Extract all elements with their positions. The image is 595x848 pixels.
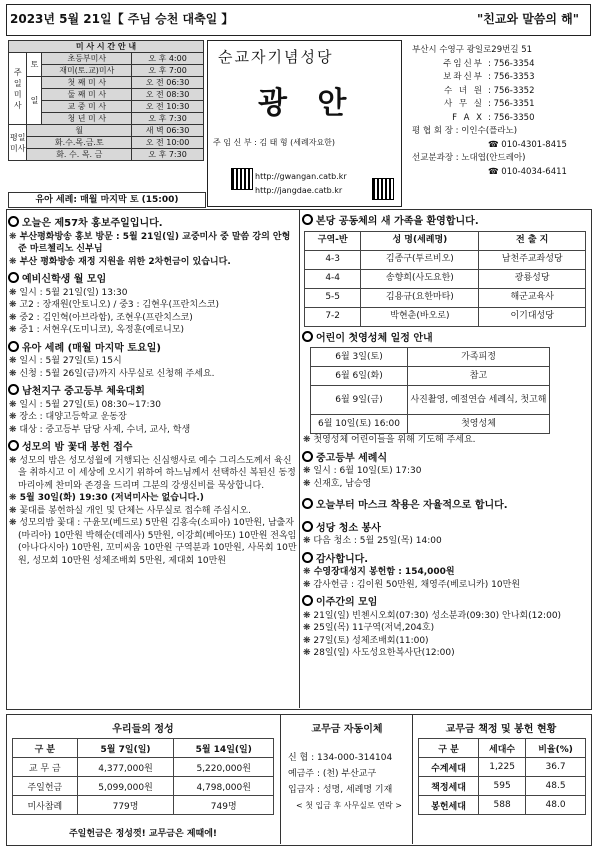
- list-item: ❋ 일시 : 6월 10일(토) 17:30: [303, 466, 422, 476]
- table-row: 4-4 송향희(사도요한) 광룡성당: [305, 269, 586, 288]
- section-heading: 이주간의 모임: [302, 595, 592, 610]
- list-item: ❋ 장소 : 대양고등학교 운동장: [9, 412, 127, 422]
- list-item: ❋ 고2 : 장재원(안토니오) / 중3 : 김현우(프란치스코): [9, 300, 219, 310]
- list-item: ❋ 수영장대성지 봉헌함 : 154,000원: [303, 567, 455, 577]
- table-row: 봉헌세대 588 48.0: [419, 796, 586, 815]
- list-item: ❋ 부산평화방송 홍보 방문 : 5월 21일(일) 교중미사 중 말씀 강의 안형준 마르첼리노 신부님: [9, 231, 291, 254]
- mass-time: 오 후 4:00: [132, 53, 204, 65]
- transfer-title: 교무금 자동이체: [311, 724, 383, 735]
- table-row: 6월 9일(금) 사진촬영, 예절연습 세례식, 첫고해: [311, 386, 550, 415]
- sun-label: 일: [27, 77, 42, 125]
- list-item: ❋ 신청 : 5월 26일(금)까지 사무실로 신청해 주세요.: [9, 368, 215, 379]
- column-divider: [299, 209, 300, 708]
- new-family-table: [304, 231, 586, 327]
- mass-name: 첫 째 미 사: [42, 77, 132, 89]
- bullet-icon: [8, 341, 19, 352]
- qr-code-icon: [372, 178, 394, 200]
- motto: "친교와 말씀의 해": [476, 12, 579, 26]
- list-item: ❋ 다음 청소 : 5월 25일(목) 14:00: [303, 536, 442, 546]
- mass-time: 오 전 08:30: [132, 89, 204, 101]
- list-item: ❋ 5월 30일(화) 19:30 (저녁미사는 없습니다.): [9, 493, 204, 503]
- list-item: ❋ 일시 : 5월 27일(토) 15시: [9, 356, 122, 366]
- bullet-icon: [8, 384, 19, 395]
- bullet-icon: [302, 214, 313, 225]
- bullet-icon: [8, 272, 19, 283]
- list-item: ❋ 28일(일) 사도성요한복사단(12:00): [303, 648, 455, 658]
- website-link[interactable]: http://gwangan.catb.kr: [255, 172, 347, 181]
- list-item: ❋ 25일(목) 11구역(저녁,204호): [303, 623, 435, 633]
- weekday-side-label: 평일 미사: [9, 125, 27, 161]
- section-heading: 예비신학생 월 모임: [8, 272, 298, 287]
- mass-name: 둘 째 미 사: [42, 89, 132, 101]
- table-row: 4-3 김종구(투르비오) 남천주교좌성당: [305, 250, 586, 269]
- offering-title: 우리들의 정성: [112, 724, 174, 735]
- pastor-line: 주 임 신 부 : 김 태 형 (세례자요한): [213, 138, 336, 147]
- table-row: 6월 10일(토) 16:00 첫영성체: [311, 415, 550, 434]
- right-column: [302, 212, 592, 660]
- church-name: 광 안: [258, 86, 357, 121]
- mass-schedule: [8, 40, 204, 161]
- bullet-icon: [302, 498, 313, 509]
- bullet-icon: [8, 440, 19, 451]
- table-row: 미사참례 779명 749명: [13, 796, 274, 815]
- contact-note: < 첫 입금 후 사무실로 연락 >: [296, 801, 402, 810]
- section-heading: 중고등부 세례식: [302, 451, 592, 466]
- bullet-icon: [302, 552, 313, 563]
- church-subtitle: 순교자기념성당: [218, 48, 334, 66]
- mass-name: 화.수.목.금.토: [27, 137, 132, 149]
- sat-label: 토: [27, 53, 42, 77]
- contact-info: [406, 44, 591, 179]
- table-row: 6월 6일(화) 참고: [311, 367, 550, 386]
- note: ❋ 첫영성체 어린이들을 위해 기도해 주세요.: [303, 435, 476, 445]
- section-heading: 남천지구 중고등부 체육대회: [8, 384, 298, 399]
- baptism-note: 유아 세례: 매월 마지막 토 (15:00): [8, 192, 206, 208]
- mass-time: 오 전 10:30: [132, 101, 204, 113]
- list-item: ❋ 부산 평화방송 재정 지원을 위한 2차헌금이 있습니다.: [9, 256, 231, 267]
- mass-name: 교 중 미 사: [42, 101, 132, 113]
- list-item: ❋ 대상 : 중고등부 담당 사제, 수녀, 교사, 학생: [9, 424, 191, 435]
- transfer-info: [288, 750, 402, 814]
- council-president: 평 협 회 장 : 이인수(플라노): [412, 126, 518, 136]
- bullet-icon: [302, 451, 313, 462]
- table-header: 구역-반 성 명(세례명) 전 출 지: [305, 231, 586, 250]
- section-heading: 성모의 밤 꽃대 봉헌 접수: [8, 440, 298, 455]
- depositor-note: 입금자 : 성명, 세례명 기재: [288, 785, 393, 795]
- mass-time: 오 후 7:30: [132, 113, 204, 125]
- contact-row: 주임신부 : 756-3354: [443, 58, 535, 69]
- table-header: 구 분 세대수 비율(%): [419, 739, 586, 758]
- list-item: ❋ 신재호, 남승영: [303, 478, 372, 489]
- contact-row: 수 녀 원 : 756-3352: [443, 85, 535, 96]
- divider: [280, 714, 281, 844]
- table-row: 6월 3일(토) 가족피정: [311, 348, 550, 367]
- mass-title: 미 사 시 간 안 내: [9, 41, 204, 53]
- mass-name: 청 년 미 사: [42, 113, 132, 125]
- section-heading: 어린이 첫영성체 일정 안내: [302, 331, 592, 346]
- account-holder: 예금주 : (천) 부산교구: [288, 769, 377, 779]
- first-communion-table: [310, 347, 550, 434]
- left-column: [8, 212, 298, 567]
- mass-name: 재미(토.교)미사: [42, 65, 132, 77]
- section-heading: 본당 공동체의 새 가족을 환영합니다.: [302, 214, 592, 229]
- website-link-2[interactable]: http://jangdae.catb.kr: [255, 186, 343, 195]
- table-row: 책정세대 595 48.5: [419, 777, 586, 796]
- bank-account: 신 협 : 134-000-314104: [288, 753, 393, 763]
- section-heading: 감사합니다.: [302, 552, 592, 567]
- list-item: ❋ 일시 : 5월 27일(토) 08:30~17:30: [9, 399, 161, 410]
- section-heading: 오늘부터 마스크 착용은 자율적으로 합니다.: [302, 498, 592, 513]
- list-item: ❋ 성모의밤 꽃대 : 구윤모(베드로) 5만원 김홍숙(소피아) 10만원, 남출자(마리아) 10만원 박해순(데레사) 5만원, 이강희(베아또) 10만원 전옥임(아나다시아) 10만원, 꼬미씨움 10만원 구역분과 10만원, 사목회 10만원, 성모회 10만원 성체조배회 5만원, 제대회 10만원: [9, 518, 297, 566]
- list-item: ❋ 꽃대를 봉헌하실 개인 및 단체는 사무실로 접수해 주십시오.: [9, 505, 251, 516]
- divider: [412, 714, 413, 844]
- contact-row: 보좌신부 : 756-3353: [443, 72, 535, 82]
- section-heading: 성당 청소 봉사: [302, 521, 592, 536]
- mass-name: 초등부미사: [42, 53, 132, 65]
- contact-row: 사 무 실 : 756-3351: [443, 99, 535, 109]
- table-row: 주일헌금 5,099,000원 4,798,000원: [13, 777, 274, 796]
- mass-time: 오 전 10:00: [132, 137, 204, 149]
- status-title: 교무금 책정 및 봉헌 현황: [445, 724, 557, 735]
- table-row: 수계세대 1,225 36.7: [419, 758, 586, 777]
- list-item: ❋ 성모의 밤은 성모성월에 거행되는 신심행사로 예수 그리스도께서 육신을 취하시고 이 세상에 오시기 위하여 하느님께서 선택하신 복된신 동정 마리아께 찬미와 존경을 드리며 그분의 강생신비를 묵상합니다.: [9, 455, 296, 491]
- sunday-side-label: 주 일 미 사: [9, 53, 27, 125]
- table-header: 구 분 5월 7일(일) 5월 14일(일): [13, 739, 274, 758]
- missionary-phone: ☎ 010-4034-6411: [488, 166, 567, 177]
- list-item: ❋ 일시 : 5월 21일(일) 13:30: [9, 287, 128, 298]
- mass-name: 화. 수. 목. 금: [27, 149, 132, 161]
- status-table: [418, 738, 586, 815]
- mass-time: 오 전 06:30: [132, 77, 204, 89]
- bullet-icon: [302, 595, 313, 606]
- bullet-icon: [302, 331, 313, 342]
- offering-footer: 주일헌금은 정성껏! 교무금은 제때에!: [68, 829, 218, 839]
- section-heading: 오늘은 제57차 홍보주일입니다.: [8, 216, 298, 231]
- table-row: 교 무 금 4,377,000원 5,220,000원: [13, 758, 274, 777]
- address: 부산시 수영구 광일로29번길 51: [412, 45, 533, 55]
- bullet-icon: [302, 521, 313, 532]
- qr-code-icon: [231, 168, 253, 190]
- mass-name: 월: [27, 125, 132, 137]
- missionary-head: 선교분과장 : 노대엽(안드레아): [412, 153, 526, 163]
- mass-time: 오 후 7:00: [132, 65, 204, 77]
- date-title: 2023년 5월 21일【 주님 승천 대축일 】: [10, 12, 234, 26]
- contact-row: F A X : 756-3350: [452, 112, 535, 123]
- list-item: ❋ 중2 : 김인혁(아브라함), 조현우(프란치스코): [9, 312, 193, 323]
- list-item: ❋ 중1 : 서현우(도미니코), 옥정훈(예로니모): [9, 325, 185, 335]
- table-row: 7-2 박현춘(바오로) 이기대성당: [305, 307, 586, 326]
- section-heading: 유아 세례 (매월 마지막 토요일): [8, 341, 298, 356]
- list-item: ❋ 감사헌금 : 김이원 50만원, 채영주(베로니카) 10만원: [303, 579, 521, 590]
- list-item: ❋ 21일(일) 빈첸시오회(07:30) 성소분과(09:30) 안나회(12:00): [303, 610, 562, 621]
- offering-table: [12, 738, 274, 815]
- mass-time: 오 후 7:30: [132, 149, 204, 161]
- bullet-icon: [8, 216, 19, 227]
- list-item: ❋ 27일(토) 성체조배회(11:00): [303, 635, 429, 646]
- council-phone: ☎ 010-4301-8415: [488, 139, 567, 150]
- table-row: 5-5 김용규(요한마타) 해군교육사: [305, 288, 586, 307]
- mass-time: 새 벽 06:30: [132, 125, 204, 137]
